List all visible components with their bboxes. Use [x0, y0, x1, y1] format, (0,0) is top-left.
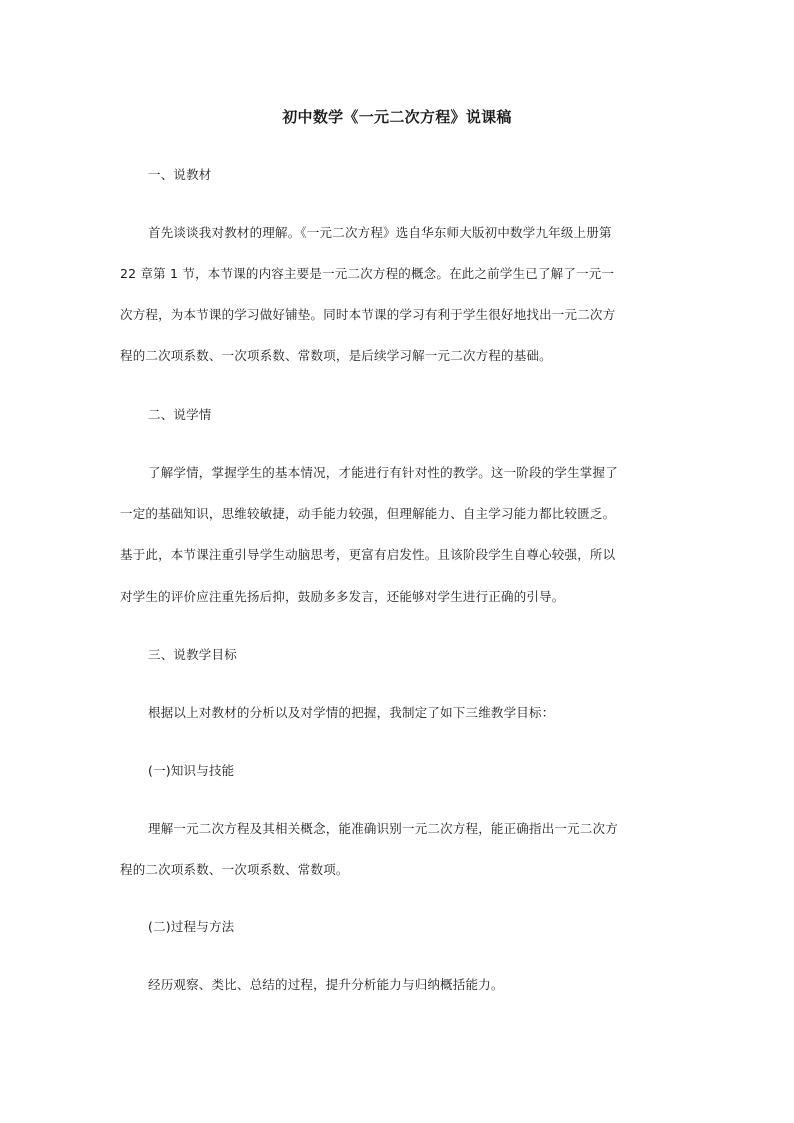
paragraph-line: 基于此，本节课注重引导学生动脑思考，更富有启发性。且该阶段学生自尊心较强，所以	[120, 547, 616, 562]
paragraph-line: 根据以上对教材的分析以及对学情的把握，我制定了如下三维教学目标：	[148, 705, 555, 720]
paragraph-line: 首先谈谈我对教材的理解。《一元二次方程》选自华东师大版初中数学九年级上册第	[148, 225, 612, 240]
paragraph-line: 次方程，为本节课的学习做好铺垫。同时本节课的学习有利于学生很好地找出一元二次方	[120, 307, 616, 322]
section-heading-students: 二、说学情	[148, 407, 212, 422]
paragraph-line: 经历观察、类比、总结的过程，提升分析能力与归纳概括能力。	[148, 977, 504, 992]
section-heading-textbook: 一、说教材	[148, 167, 212, 182]
section-heading-objectives: 三、说教学目标	[148, 647, 237, 662]
paragraph-line: 一定的基础知识，思维较敏捷，动手能力较强，但理解能力、自主学习能力都比较匮乏。	[120, 506, 616, 521]
paragraph-line: 了解学情，掌握学生的基本情况，才能进行有针对性的教学。这一阶段的学生掌握了	[148, 465, 618, 480]
paragraph-line: 程的二次项系数、一次项系数、常数项。	[120, 862, 349, 877]
subheading-process-methods: (二)过程与方法	[148, 919, 235, 934]
paragraph-line: 22 章第 1 节，本节课的内容主要是一元二次方程的概念。在此之前学生已了解了一元一	[120, 266, 615, 281]
paragraph-line: 对学生的评价应注重先扬后抑，鼓励多多发言，还能够对学生进行正确的引导。	[120, 589, 565, 604]
paragraph-line: 程的二次项系数、一次项系数、常数项，是后续学习解一元二次方程的基础。	[120, 348, 552, 363]
document-title: 初中数学《一元二次方程》说课稿	[282, 108, 512, 126]
paragraph-line: 理解一元二次方程及其相关概念，能准确识别一元二次方程，能正确指出一元二次方	[148, 821, 618, 836]
subheading-knowledge-skills: (一)知识与技能	[148, 763, 235, 778]
